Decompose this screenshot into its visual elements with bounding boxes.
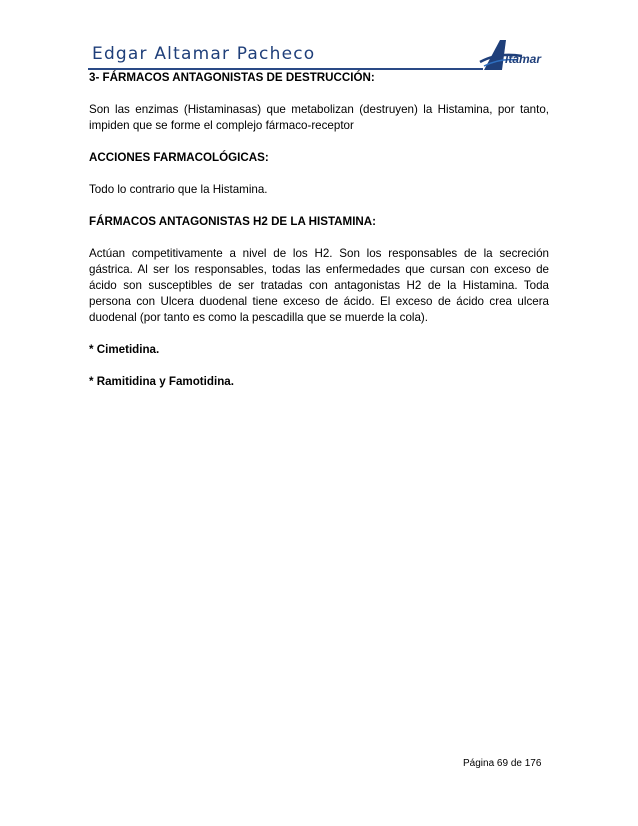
author-name: Edgar Altamar Pacheco: [92, 44, 316, 64]
section-title: 3- FÁRMACOS ANTAGONISTAS DE DESTRUCCIÓN:: [89, 71, 375, 84]
list-item-cimetidina: * Cimetidina.: [89, 343, 160, 356]
paragraph-enzimas: Son las enzimas (Histaminasas) que metabolizan (destruyen) la Histamina, por tanto, impiden que se forme el complejo fármaco-receptor: [89, 103, 549, 132]
paragraph-acciones: Todo lo contrario que la Histamina.: [89, 183, 268, 196]
list-item-ramitidina: * Ramitidina y Famotidina.: [89, 375, 234, 388]
heading-acciones: ACCIONES FARMACOLÓGICAS:: [89, 151, 269, 164]
heading-h2: FÁRMACOS ANTAGONISTAS H2 DE LA HISTAMINA:: [89, 215, 377, 228]
paragraph-h2: Actúan competitivamente a nivel de los H2. Son los responsables de la secreción gástrica. Al ser los responsables, todas las enfermedades que cursan con exceso de ácido son susceptibles de ser tratadas con antagonistas H2 de la Histamina. Toda persona con Ulcera duodenal tiene exceso de ácido. El exceso de ácido crea ulcera duodenal (por tanto es como la pescadilla que se muerde la cola).: [89, 247, 549, 324]
document-body: [89, 70, 549, 390]
logo-text: ltamar: [505, 52, 542, 66]
page-number: Página 69 de 176: [463, 758, 542, 769]
